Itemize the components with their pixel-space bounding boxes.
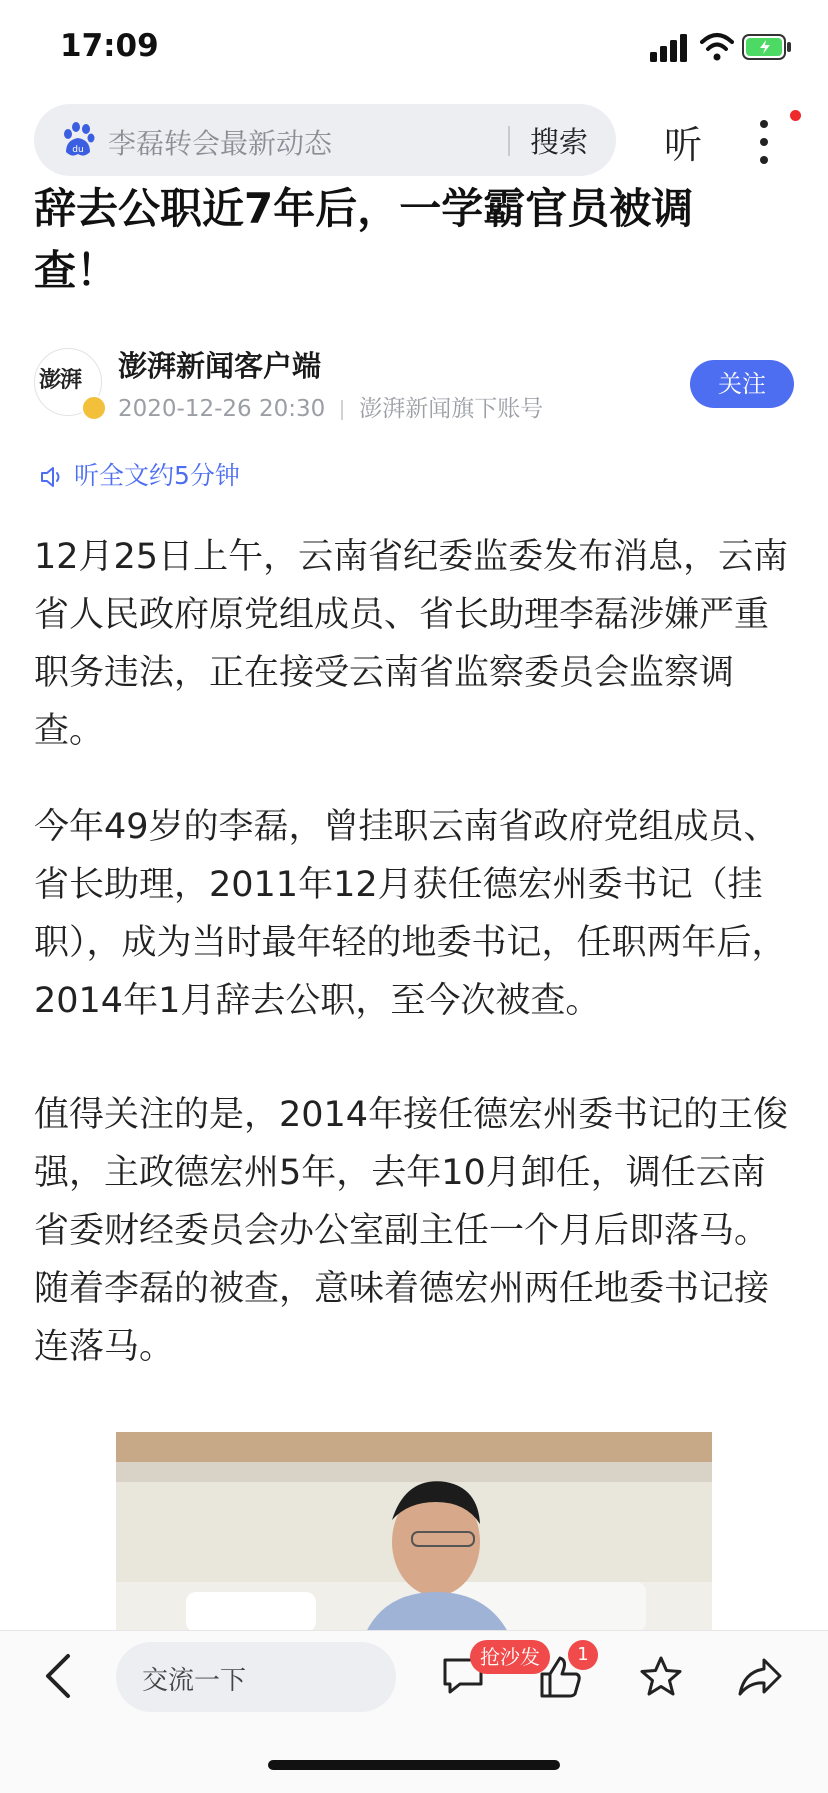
- account-note: 澎湃新闻旗下账号: [359, 396, 544, 422]
- article-paragraph: 今年49岁的李磊，曾挂职云南省政府党组成员、省长助理，2011年12月获任德宏州委书记（挂职），成为当时最年轻的地委书记，任职两年后，2014年1月辞去公职，至今次被查。: [34, 807, 787, 1021]
- listen-label: 听全文约5分钟: [74, 461, 240, 490]
- svg-text:du: du: [72, 145, 84, 155]
- verified-badge-icon: [81, 395, 107, 421]
- speaker-icon: [40, 465, 66, 489]
- meta-divider: [341, 400, 343, 420]
- wifi-icon: [700, 32, 734, 62]
- article-photo[interactable]: [116, 1432, 712, 1632]
- comment-placeholder: 交流一下: [142, 1666, 247, 1696]
- search-bar[interactable]: [34, 104, 616, 176]
- baidu-paw-icon: [58, 120, 98, 160]
- author-name[interactable]: 澎湃新闻客户端: [118, 349, 322, 383]
- status-bar: [0, 0, 828, 100]
- battery-icon: [742, 34, 792, 60]
- back-icon[interactable]: [40, 1650, 76, 1702]
- search-button[interactable]: 搜索: [530, 125, 589, 159]
- article-title: 辞去公职近7年后，一学霸官员被调查！: [34, 184, 694, 295]
- listen-full-text[interactable]: [40, 456, 240, 492]
- home-indicator: [268, 1760, 560, 1770]
- share-icon[interactable]: [736, 1654, 784, 1700]
- comment-input[interactable]: [116, 1642, 396, 1712]
- like-count-badge: 1: [568, 1640, 598, 1670]
- search-input[interactable]: 李磊转会最新动态: [108, 127, 333, 160]
- signal-icon: [650, 34, 690, 62]
- sofa-badge: 抢沙发: [470, 1640, 550, 1674]
- follow-button[interactable]: 关注: [690, 360, 794, 408]
- article-meta: [118, 390, 543, 423]
- listen-button[interactable]: 听: [664, 123, 703, 167]
- star-icon[interactable]: [638, 1654, 684, 1700]
- more-menu-icon[interactable]: [756, 118, 772, 166]
- photo-content: [116, 1432, 712, 1632]
- article-paragraph: 值得关注的是，2014年接任德宏州委书记的王俊强，主政德宏州5年，去年10月卸任，调任云南省委财经委员会办公室副主任一个月后即落马。随着李磊的被查，意味着德宏州两任地委书记接连落马。: [34, 1095, 789, 1367]
- publish-time: 2020-12-26 20:30: [118, 396, 326, 422]
- search-divider: [508, 126, 510, 156]
- status-time: 17:09: [60, 28, 159, 64]
- thepaper-logo-icon: 澎湃: [39, 367, 82, 393]
- article-paragraph: 12月25日上午，云南省纪委监委发布消息，云南省人民政府原党组成员、省长助理李磊涉嫌严重职务违法，正在接受云南省监察委员会监察调查。: [34, 537, 789, 751]
- notification-dot: [790, 110, 801, 121]
- author-avatar[interactable]: [34, 348, 102, 416]
